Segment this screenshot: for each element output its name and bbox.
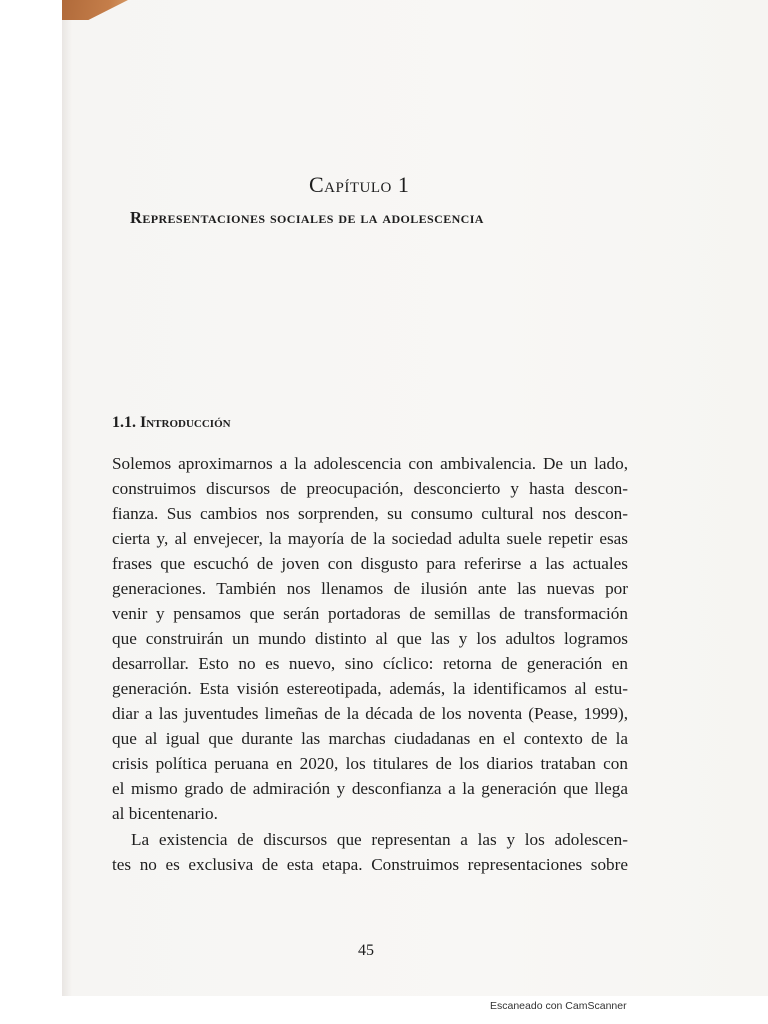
body-line: generaciones. También nos llenamos de ilusión ante las nuevas por [112, 579, 628, 598]
page-number: 45 [358, 942, 374, 959]
body-line: cierta y, al envejecer, la mayoría de la sociedad adulta suele repetir esas [112, 529, 628, 548]
chapter-title: Representaciones sociales de la adolescencia [130, 208, 484, 227]
chapter-label: Capítulo 1 [309, 172, 410, 197]
body-line: venir y pensamos que serán portadoras de semillas de transformación [112, 604, 628, 623]
body-line: el mismo grado de admiración y desconfianza a la generación que llega [112, 779, 628, 798]
scan-margin [0, 0, 62, 996]
body-line: construimos discursos de preocupación, desconcierto y hasta descon- [112, 479, 628, 498]
body-line: diar a las juventudes limeñas de la década de los noventa (Pease, 1999), [112, 704, 628, 723]
body-line: desarrollar. Esto no es nuevo, sino cíclico: retorna de generación en [112, 654, 628, 673]
body-line: fianza. Sus cambios nos sorprenden, su consumo cultural nos descon- [112, 504, 628, 523]
body-line: Solemos aproximarnos a la adolescencia con ambivalencia. De un lado, [112, 454, 628, 473]
body-line: que al igual que durante las marchas ciudadanas en el contexto de la [112, 729, 628, 748]
body-line: La existencia de discursos que representan a las y los adolescen- [131, 830, 628, 849]
body-line: al bicentenario. [112, 804, 218, 823]
body-line: tes no es exclusiva de esta etapa. Construimos representaciones sobre [112, 855, 628, 874]
body-line: frases que escuchó de joven con disgusto para referirse a las actuales [112, 554, 628, 573]
body-line: que construirán un mundo distinto al que las y los adultos logramos [112, 629, 628, 648]
body-line: generación. Esta visión estereotipada, además, la identificamos al estu- [112, 679, 628, 698]
body-line: crisis política peruana en 2020, los titulares de los diarios trataban con [112, 754, 628, 773]
scanner-watermark: Escaneado con CamScanner [490, 1000, 627, 1012]
section-heading: 1.1. Introducción [112, 414, 231, 431]
